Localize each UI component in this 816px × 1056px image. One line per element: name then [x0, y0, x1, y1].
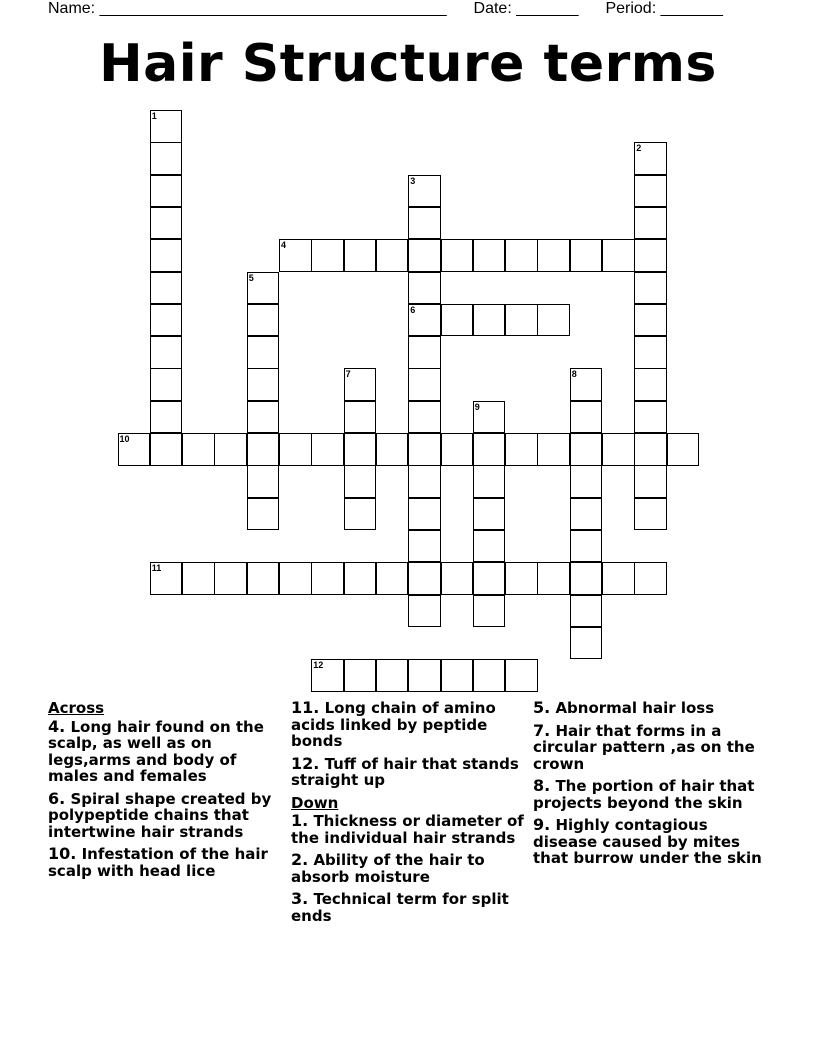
crossword-cell[interactable]	[441, 304, 474, 337]
clue-down-2: 2. Ability of the hair to absorb moisture	[291, 850, 485, 886]
crossword-cell[interactable]	[473, 562, 506, 595]
crossword-cell[interactable]	[602, 239, 635, 272]
crossword-cell[interactable]	[505, 239, 538, 272]
crossword-cell[interactable]	[473, 498, 506, 531]
crossword-cell[interactable]	[634, 239, 667, 272]
crossword-cell[interactable]	[570, 498, 603, 531]
crossword-cell[interactable]	[279, 562, 312, 595]
crossword-cell[interactable]	[634, 272, 667, 305]
crossword-cell[interactable]	[570, 627, 603, 660]
clue-down-5: 5. Abnormal hair loss	[533, 698, 715, 717]
crossword-cell[interactable]	[408, 336, 441, 369]
crossword-cell[interactable]	[311, 433, 344, 466]
crossword-cell[interactable]	[441, 239, 474, 272]
crossword-cell[interactable]	[537, 304, 570, 337]
crossword-cell[interactable]	[634, 401, 667, 434]
crossword-cell[interactable]	[247, 368, 280, 401]
crossword-cell[interactable]	[537, 562, 570, 595]
crossword-cell[interactable]	[634, 336, 667, 369]
clue-number-5: 5	[248, 272, 254, 283]
crossword-cell[interactable]	[570, 562, 603, 595]
crossword-cell[interactable]	[634, 175, 667, 208]
crossword-cell[interactable]	[247, 304, 280, 337]
clue-down-7: 7. Hair that forms in a circular pattern ,as on the crown	[533, 720, 755, 773]
crossword-cell[interactable]	[344, 498, 377, 531]
crossword-cell[interactable]	[505, 659, 538, 692]
crossword-cell[interactable]	[570, 465, 603, 498]
crossword-cell[interactable]	[247, 498, 280, 531]
crossword-cell[interactable]	[247, 562, 280, 595]
crossword-cell[interactable]	[634, 207, 667, 240]
crossword-cell[interactable]	[634, 562, 667, 595]
crossword-cell[interactable]	[537, 433, 570, 466]
down-heading: Down	[291, 793, 339, 812]
crossword-cell[interactable]	[634, 304, 667, 337]
crossword-cell[interactable]	[408, 401, 441, 434]
crossword-cell[interactable]	[344, 465, 377, 498]
crossword-cell[interactable]	[408, 562, 441, 595]
crossword-cell[interactable]	[505, 433, 538, 466]
crossword-cell[interactable]	[602, 562, 635, 595]
crossword-cell[interactable]	[150, 433, 183, 466]
crossword-cell[interactable]	[473, 304, 506, 337]
crossword-cell[interactable]	[344, 239, 377, 272]
crossword-cell[interactable]	[247, 465, 280, 498]
crossword-cell[interactable]	[408, 659, 441, 692]
crossword-cell[interactable]	[570, 401, 603, 434]
name-blank[interactable]: _______________________________________	[99, 0, 447, 17]
crossword-cell[interactable]	[570, 595, 603, 628]
crossword-cell[interactable]	[150, 272, 183, 305]
clue-column-3	[533, 700, 773, 873]
crossword-cell[interactable]	[182, 562, 215, 595]
crossword-cell[interactable]	[311, 239, 344, 272]
crossword-cell[interactable]	[408, 465, 441, 498]
crossword-cell[interactable]	[408, 530, 441, 563]
clue-number-6: 6	[410, 304, 416, 315]
clue-number-7: 7	[345, 369, 351, 380]
crossword-cell[interactable]	[570, 239, 603, 272]
clue-number-3: 3	[410, 175, 416, 186]
crossword-cell[interactable]	[667, 433, 700, 466]
crossword-cell[interactable]	[408, 498, 441, 531]
crossword-cell[interactable]	[441, 433, 474, 466]
crossword-cell[interactable]	[473, 595, 506, 628]
crossword-cell[interactable]	[150, 207, 183, 240]
crossword-cell[interactable]	[182, 433, 215, 466]
crossword-cell[interactable]	[408, 272, 441, 305]
across-heading: Across	[48, 699, 105, 717]
crossword-cell[interactable]	[570, 433, 603, 466]
clue-down-9: 9. Highly contagious disease caused by mites that burrow under the skin	[533, 815, 762, 867]
crossword-cell[interactable]	[441, 659, 474, 692]
period-blank[interactable]: _______	[660, 0, 723, 17]
clue-number-9: 9	[474, 401, 480, 412]
clue-down-1: 1. Thickness or diameter of the individual hair strands	[291, 811, 524, 847]
crossword-cell[interactable]	[376, 433, 409, 466]
crossword-cell[interactable]	[214, 562, 247, 595]
crossword-cell[interactable]	[247, 336, 280, 369]
crossword-cell[interactable]	[408, 433, 441, 466]
clue-down-8: 8. The portion of hair that projects beyond the skin	[533, 776, 755, 812]
crossword-cell[interactable]	[150, 368, 183, 401]
crossword-cell[interactable]	[537, 239, 570, 272]
clue-number-1: 1	[151, 111, 157, 121]
crossword-cell[interactable]	[150, 142, 183, 175]
crossword-cell[interactable]	[634, 368, 667, 401]
crossword-cell[interactable]	[473, 659, 506, 692]
crossword-cell[interactable]	[376, 239, 409, 272]
clue-across-11: 11. Long chain of amino acids linked by peptide bonds	[291, 698, 496, 750]
period-label: Period:	[605, 0, 657, 17]
clue-across-12: 12. Tuff of hair that stands straight up	[291, 753, 519, 789]
clue-across-10: 10. Infestation of the hair scalp with head lice	[48, 844, 268, 880]
clue-number-8: 8	[571, 369, 577, 380]
crossword-cell[interactable]	[505, 562, 538, 595]
date-blank[interactable]: _______	[516, 0, 579, 17]
crossword-cell[interactable]	[634, 433, 667, 466]
clue-number-12: 12	[313, 660, 324, 671]
crossword-cell[interactable]	[344, 433, 377, 466]
crossword-cell[interactable]	[376, 659, 409, 692]
crossword-cell[interactable]	[279, 433, 312, 466]
page-title: Hair Structure terms	[99, 34, 717, 94]
crossword-cell[interactable]	[473, 239, 506, 272]
crossword-cell[interactable]	[150, 239, 183, 272]
clue-column-1	[48, 700, 284, 885]
crossword-cell[interactable]	[214, 433, 247, 466]
clue-number-2: 2	[636, 143, 642, 154]
crossword-cell[interactable]	[473, 465, 506, 498]
clue-across-4: 4. Long hair found on the scalp, as well as on legs,arms and body of males and females	[48, 716, 264, 785]
clue-across-6: 6. Spiral shape created by polypeptide chains that intertwine hair strands	[48, 788, 272, 841]
crossword-cell[interactable]	[602, 433, 635, 466]
crossword-cell[interactable]	[376, 562, 409, 595]
crossword-cell[interactable]	[473, 433, 506, 466]
crossword-cell[interactable]	[150, 175, 183, 208]
crossword-cell[interactable]	[150, 336, 183, 369]
crossword-cell[interactable]	[150, 304, 183, 337]
crossword-cell[interactable]	[408, 368, 441, 401]
clue-down-3: 3. Technical term for split ends	[291, 889, 509, 925]
crossword-cell[interactable]	[408, 239, 441, 272]
clue-number-4: 4	[281, 240, 287, 251]
crossword-cell[interactable]	[570, 530, 603, 563]
clue-number-11: 11	[151, 563, 162, 574]
clue-column-2	[291, 700, 526, 930]
crossword-cell[interactable]	[505, 304, 538, 337]
crossword-cell[interactable]	[408, 595, 441, 628]
date-label: Date:	[473, 0, 512, 17]
name-label: Name:	[48, 0, 96, 17]
crossword-cell[interactable]	[441, 562, 474, 595]
crossword-cell[interactable]	[311, 562, 344, 595]
crossword-cell[interactable]	[634, 498, 667, 531]
crossword-cell[interactable]	[344, 562, 377, 595]
crossword-cell[interactable]	[247, 401, 280, 434]
crossword-cell[interactable]	[473, 530, 506, 563]
crossword-cell[interactable]	[344, 401, 377, 434]
crossword-cell[interactable]	[247, 433, 280, 466]
clue-number-10: 10	[119, 434, 130, 444]
crossword-cell[interactable]	[408, 207, 441, 240]
crossword-cell[interactable]	[150, 401, 183, 434]
crossword-cell[interactable]	[634, 465, 667, 498]
crossword-cell[interactable]	[344, 659, 377, 692]
